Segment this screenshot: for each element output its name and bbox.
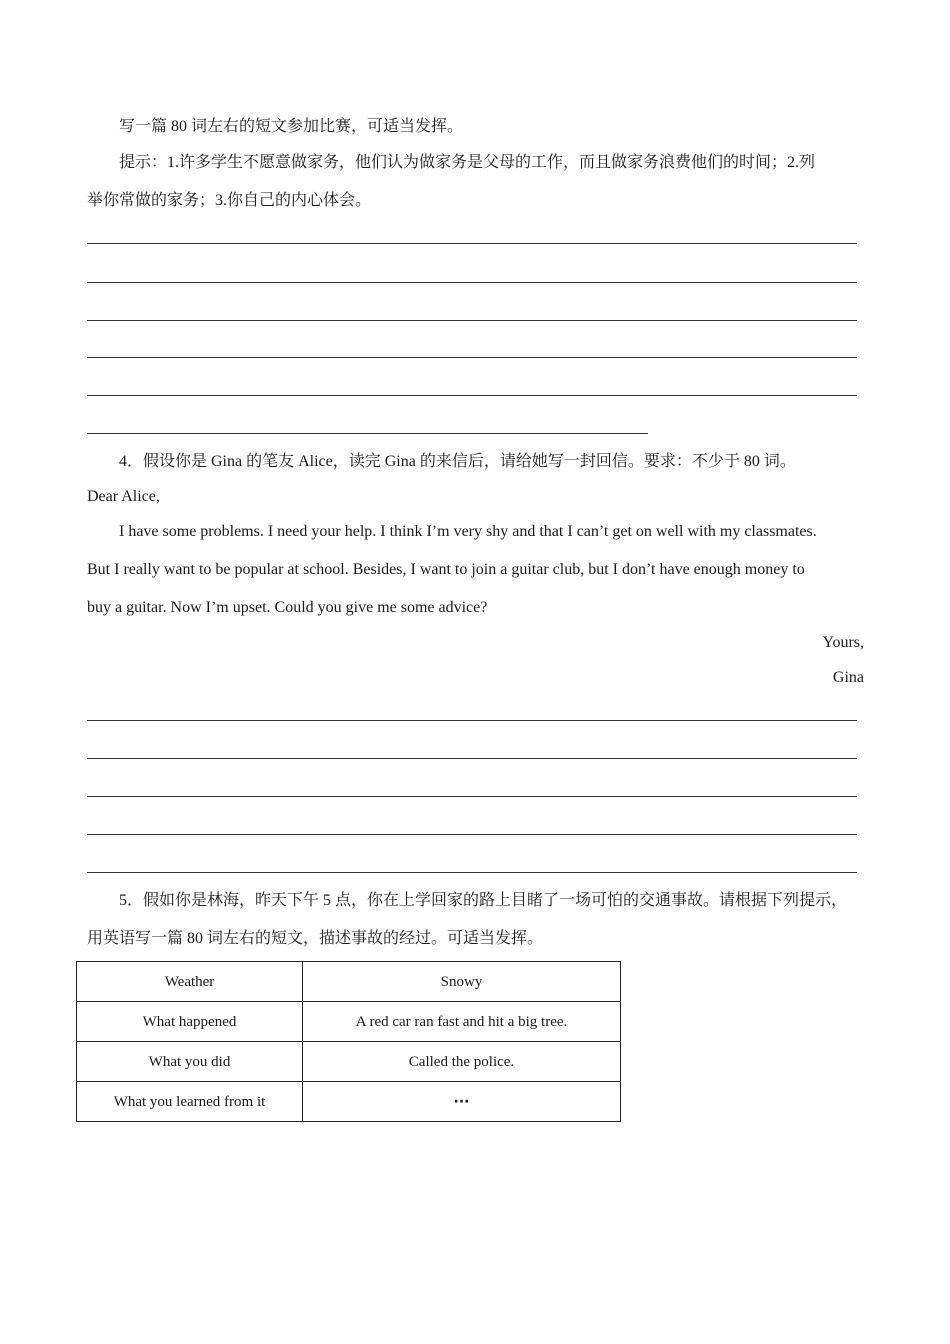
q4-prompt: 4．假设你是 Gina 的笔友 Alice，读完 Gina 的来信后，请给她写一封回信。要求：不少于 80 词。 — [119, 453, 796, 470]
answer-line[interactable] — [87, 796, 857, 797]
table-row — [77, 1042, 621, 1082]
table-value-cell: ··· — [303, 1082, 621, 1122]
table-value-cell: Snowy — [303, 962, 621, 1002]
answer-line[interactable] — [87, 433, 648, 434]
table-value-cell: Called the police. — [303, 1042, 621, 1082]
letter-salutation: Dear Alice, — [87, 488, 160, 505]
answer-line[interactable] — [87, 872, 857, 873]
answer-line[interactable] — [87, 834, 857, 835]
letter-signature: Gina — [832, 669, 864, 686]
table-label-cell: Weather — [77, 962, 303, 1002]
answer-line[interactable] — [87, 243, 857, 244]
answer-line[interactable] — [87, 282, 857, 283]
table-label-cell: What you did — [77, 1042, 303, 1082]
answer-line[interactable] — [87, 720, 857, 721]
letter-body-line1: I have some problems. I need your help. I think I’m very shy and that I can’t get on well with my classmates. — [119, 523, 817, 540]
answer-line[interactable] — [87, 357, 857, 358]
letter-body-line3: buy a guitar. Now I’m upset. Could you give me some advice? — [87, 599, 488, 616]
q3-instruction: 写一篇 80 词左右的短文参加比赛，可适当发挥。 — [119, 118, 464, 135]
answer-line[interactable] — [87, 395, 857, 396]
table-row — [77, 1082, 621, 1122]
table-row — [77, 1002, 621, 1042]
letter-body-line2: But I really want to be popular at school. Besides, I want to join a guitar club, but I don’t have enough money to — [87, 561, 805, 578]
table-value-cell: A red car ran fast and hit a big tree. — [303, 1002, 621, 1042]
table-label-cell: What you learned from it — [77, 1082, 303, 1122]
answer-line[interactable] — [87, 320, 857, 321]
letter-closing: Yours, — [822, 634, 864, 651]
hint-table — [76, 961, 621, 1122]
q3-hint-line1: 提示：1.许多学生不愿意做家务，他们认为做家务是父母的工作，而且做家务浪费他们的时间；2.列 — [119, 154, 816, 171]
answer-line[interactable] — [87, 758, 857, 759]
table-label-cell: What happened — [77, 1002, 303, 1042]
q3-hint-line2: 举你常做的家务；3.你自己的内心体会。 — [87, 192, 372, 209]
table-row — [77, 962, 621, 1002]
q5-prompt-line1: 5．假如你是林海，昨天下午 5 点，你在上学回家的路上目睹了一场可怕的交通事故。请根据下列提示， — [119, 892, 848, 909]
q5-prompt-line2: 用英语写一篇 80 词左右的短文，描述事故的经过。可适当发挥。 — [87, 930, 544, 947]
